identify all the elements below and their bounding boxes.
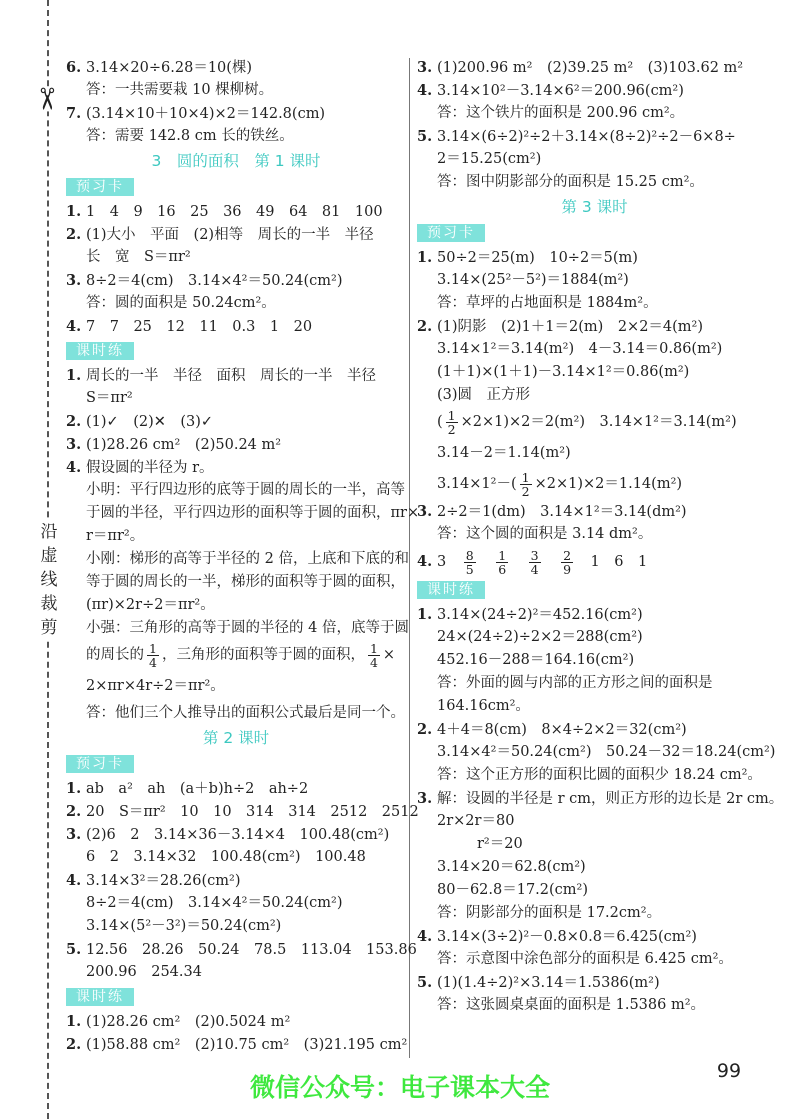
watermark: 微信公众号：电子课本大全 [249,1073,550,1102]
question-number: 3. [66,272,82,289]
answer-text: 第 2 课时 [202,729,270,747]
answer-line [66,1033,406,1056]
question-number: 5. [66,941,82,958]
answer-line [417,994,772,1017]
answer-text: S＝πr² [86,390,133,406]
answer-text: r＝πr²。 [86,528,145,544]
question-number: 4. [417,553,433,570]
answer-text: 12.56 28.26 50.24 78.5 113.04 153.86 [86,942,417,958]
question-number: 5. [417,974,433,991]
answer-text: ( [437,414,443,430]
answer-text: (1)28.26 cm² (2)50.24 m² [86,437,282,453]
fraction-denominator: 2 [447,421,456,437]
answer-line [66,594,406,617]
answer-text: 于圆的半径，平行四边形的面积等于圆的面积，πr× [86,505,420,521]
answer-line [417,856,772,879]
answer-text: 3 [437,554,461,570]
answer-line [66,571,406,594]
answer-line [66,364,406,387]
answer-line [417,384,772,407]
answer-line [66,433,406,456]
answer-text: 答：这个圆的面积是 3.14 dm²。 [437,526,653,542]
cut-instruction: 沿虚线裁剪 [38,520,60,640]
answer-text: 第 3 课时 [561,198,628,216]
answer-text: (3.14×10＋10×4)×2＝142.8(cm) [86,106,326,122]
answer-text: 3.14×(5²－3²)＝50.24(cm²) [86,918,282,934]
answer-line [66,1010,406,1033]
section-tag [66,751,406,777]
answer-text [479,554,494,570]
question-number: 1. [66,203,82,220]
tag-label: 预习卡 [417,224,485,242]
section-heading [66,148,406,174]
answer-text: 3.14×(6÷2)²÷2＋3.14×(8÷2)²÷2－6×8÷ [437,129,736,145]
answer-line [66,102,406,125]
answer-line [66,269,406,292]
answer-line [66,223,406,246]
answer-text: 答：草坪的占地面积是 1884m²。 [437,295,658,311]
question-number: 2. [417,318,433,335]
answer-line [66,671,406,702]
question-number: 2. [66,1036,82,1053]
answer-line [417,741,776,764]
answer-line [66,800,419,823]
fraction-numerator: 1 [149,640,157,656]
question-number: 1. [417,249,433,266]
answer-text: (1)✓ (2)✕ (3)✓ [86,414,214,430]
tag-label: 课时练 [66,342,134,360]
answer-text: 8÷2＝4(cm) 3.14×4²＝50.24(cm²) [86,273,343,289]
answer-text: 答：一共需要栽 10 棵柳树。 [86,82,274,98]
answer-line [66,892,406,915]
answer-text: 3.14×(25²－5²)＝1884(m²) [437,272,629,288]
question-number: 3. [417,790,433,807]
answer-text: (1)28.26 cm² (2)0.5024 m² [86,1014,291,1030]
question-number: 3. [66,826,82,843]
fraction-numerator: 8 [465,547,474,563]
answer-text: 答：这个正方形的面积比圆的面积少 18.24 cm²。 [437,767,762,783]
fraction-denominator: 9 [563,561,572,577]
answer-line [417,469,772,500]
question-number: 4. [417,82,433,99]
question-number: 2. [66,226,82,243]
answer-line [417,833,772,856]
fraction-denominator: 6 [498,561,507,577]
fraction-denominator: 4 [369,654,378,670]
section-heading [417,194,772,220]
answer-text: 长 宽 S＝πr² [86,249,191,265]
answer-text: 50÷2＝25(m) 10÷2＝5(m) [437,250,638,266]
answer-text: 答：这个铁片的面积是 200.96 cm²。 [437,105,685,121]
section-tag [417,577,772,603]
fraction-denominator: 5 [465,561,474,577]
answer-line [417,438,772,469]
answer-line [417,971,772,994]
question-number: 2. [66,803,82,820]
answer-line [417,626,772,649]
answer-text: ×2×1)×2＝2(m²) 3.14×1²＝3.14(m²) [460,414,737,430]
answer-text: 1 4 9 16 25 36 49 64 81 100 [86,204,383,220]
answer-text: 答：需要 142.8 cm 长的铁丝。 [86,128,294,144]
answer-text: 4＋4＝8(cm) 8×4÷2×2＝32(cm²) [437,722,687,738]
fraction [147,642,159,669]
question-number: 2. [417,721,433,738]
answer-text [511,554,526,570]
answer-line [66,869,406,892]
answer-text: 452.16－288＝164.16(cm²) [437,652,635,668]
fraction [529,549,541,576]
answer-line [417,925,772,948]
answer-text: 解：设圆的半径是 r cm，则正方形的边长是 2r cm。 [437,791,784,807]
answer-text: 164.16cm²。 [437,698,530,714]
fraction [368,642,380,669]
question-number: 1. [66,1013,82,1030]
answer-line [417,902,772,925]
answer-text: 答：示意图中涂色部分的面积是 6.425 cm²。 [437,951,733,967]
question-number: 3. [417,503,433,520]
answer-text: 答：他们三个人推导出的面积公式最后是同一个。 [86,705,405,721]
answer-line [417,718,772,741]
answer-text: ，三角形的面积等于圆的面积， [161,647,365,663]
answer-line [66,525,406,548]
section-tag [66,338,406,364]
fraction-denominator: 4 [530,561,539,577]
answer-text: 3.14－2＝1.14(m²) [437,445,571,461]
answer-line [66,200,406,223]
answer-line [417,523,772,546]
tag-label: 课时练 [66,988,134,1006]
answer-line [417,125,772,148]
question-number: 3. [417,59,433,76]
answer-text: 20 S＝πr² 10 10 314 314 2512 2512 [86,804,419,820]
answer-line [66,79,406,102]
answer-text: 答：图中阴影部分的面积是 15.25 cm²。 [437,174,704,190]
question-number: 4. [66,318,82,335]
answer-line [417,695,772,718]
answer-text: 3.14×20＝62.8(cm²) [437,859,586,875]
answer-line [417,79,772,102]
tag-label: 课时练 [417,581,485,599]
answer-text: ×2×1)×2＝1.14(m²) [534,476,683,492]
column-divider [409,58,410,1058]
answer-line [66,777,406,800]
answer-line [417,56,772,79]
answer-text: (1＋1)×(1＋1)－3.14×1²＝0.86(m²) [437,364,690,380]
scissors-icon: ✂ [28,86,64,112]
answer-text: 小强：三角形的高等于圆的半径的 4 倍，底等于圆 [86,620,409,636]
answer-line [66,915,406,938]
answer-line [66,456,406,479]
answer-text: (1)大小 平面 (2)相等 周长的一半 半径 [86,227,374,243]
section-tag [66,984,406,1010]
question-number: 4. [66,872,82,889]
answer-line [417,546,772,577]
answer-text: 周长的一半 半径 面积 周长的一半 半径 [86,368,376,384]
answer-text: 答：这张圆桌桌面的面积是 1.5386 m²。 [437,997,706,1013]
answer-text: (πr)×2r÷2＝πr²。 [86,597,215,613]
question-number: 7. [66,105,82,122]
answer-text: 3.14×(3÷2)²－0.8×0.8＝6.425(cm²) [437,929,697,945]
answer-line [66,125,406,148]
answer-text: 200.96 254.34 [86,964,202,980]
answer-line [417,879,772,902]
fraction [561,549,573,576]
question-number: 4. [66,459,82,476]
answer-text: 3.14×(24÷2)²＝452.16(cm²) [437,607,643,623]
fraction-denominator: 2 [521,483,530,499]
question-number: 1. [417,606,433,623]
answer-text: 3.14×20÷6.28＝10(棵) [86,60,253,76]
answer-line [417,603,772,626]
answer-line [66,617,409,640]
answer-text: 答：圆的面积是 50.24cm²。 [86,295,276,311]
answer-line [66,292,406,315]
fraction [446,409,458,436]
answer-text: 80－62.8＝17.2(cm²) [437,882,589,898]
answer-text: 3.14×3²＝28.26(cm²) [86,873,241,889]
answer-text: 2÷2＝1(dm) 3.14×1²＝3.14(dm²) [437,504,687,520]
question-number: 3. [66,436,82,453]
answer-line [66,246,406,269]
question-number: 6. [66,59,82,76]
answer-line [66,315,406,338]
section-tag [66,174,406,200]
answer-line [417,315,772,338]
question-number: 1. [66,780,82,797]
answer-text: 假设圆的半径为 r。 [86,460,214,476]
answer-text: 小明：平行四边形的底等于圆的周长的一半，高等 [86,482,405,498]
fraction [464,549,476,576]
answer-line [66,548,409,571]
answer-line [417,148,772,171]
answer-line [66,938,417,961]
answer-line [66,702,406,725]
answer-text: 3.14×1²＝3.14(m²) 4－3.14＝0.86(m²) [437,341,723,357]
fraction-numerator: 1 [447,407,456,423]
answer-text: 等于圆的周长的一半，梯形的面积等于圆的面积， [86,574,405,590]
fraction-numerator: 1 [498,547,507,563]
tag-label: 预习卡 [66,178,134,196]
answer-line [417,246,772,269]
answer-text: 1 6 1 [576,554,648,570]
fraction-numerator: 1 [521,469,530,485]
answer-line [66,479,406,502]
tag-label: 预习卡 [66,755,134,773]
answer-text: 3.14×4²＝50.24(cm²) 50.24－32＝18.24(cm²) [437,744,776,760]
fraction-denominator: 4 [149,654,157,670]
page-number: 99 [705,1060,753,1082]
answer-line [417,787,784,810]
question-number: 1. [66,367,82,384]
question-number: 2. [66,413,82,430]
answer-line [66,961,406,984]
answer-text: ab a² ah (a＋b)h÷2 ah÷2 [86,781,309,797]
fraction-numerator: 2 [563,547,572,563]
answer-text: (2)6 2 3.14×36－3.14×4 100.48(cm²) [86,827,390,843]
section-heading [66,725,406,751]
left-column [66,56,420,1056]
answer-text [544,554,559,570]
answer-text: 2r×2r＝80 [437,813,515,829]
answer-text: r²＝20 [477,836,523,852]
answer-line [417,338,772,361]
fraction [520,471,532,498]
right-column [417,56,784,1017]
answer-line [66,410,406,433]
answer-line [417,500,772,523]
answer-line [417,810,772,833]
answer-text: 3.14×10²－3.14×6²＝200.96(cm²) [437,83,684,99]
answer-text: (1)200.96 m² (2)39.25 m² (3)103.62 m² [437,60,744,76]
answer-text: 7 7 25 12 11 0.3 1 20 [86,319,313,335]
answer-line [66,823,406,846]
answer-line [417,102,772,125]
answer-text: 答：阴影部分的面积是 17.2cm²。 [437,905,662,921]
fraction-numerator: 3 [530,547,539,563]
answer-text: 答：外面的圆与内部的正方形之间的面积是 [437,675,713,691]
answer-line [66,846,406,869]
answer-text: 3.14×1²－( [437,476,517,492]
answer-line [66,502,420,525]
answer-text: 2×πr×4r÷2＝πr²。 [86,678,225,694]
answer-text: (1)58.88 cm² (2)10.75 cm² (3)21.195 cm² [86,1037,408,1053]
answer-line [417,649,772,672]
answer-line [417,361,772,384]
answer-line [417,672,772,695]
answer-text: 24×(24÷2)÷2×2＝288(cm²) [437,629,643,645]
answer-text: 6 2 3.14×32 100.48(cm²) 100.48 [86,849,366,865]
fraction-numerator: 1 [369,640,378,656]
answer-text: 8÷2＝4(cm) 3.14×4²＝50.24(cm²) [86,895,343,911]
answer-line [417,948,772,971]
answer-line [417,269,772,292]
answer-text: 的周长的 [86,647,144,663]
answer-text: 3 圆的面积 第 1 课时 [151,152,321,170]
question-number: 5. [417,128,433,145]
answer-line [417,407,772,438]
answer-line [66,640,406,671]
answer-text: (1)(1.4÷2)²×3.14＝1.5386(m²) [437,975,660,991]
answer-text: 2＝15.25(cm²) [437,151,542,167]
answer-line [417,764,772,787]
answer-text: (1)阴影 (2)1＋1＝2(m) 2×2＝4(m²) [437,319,704,335]
section-tag [417,220,772,246]
question-number: 4. [417,928,433,945]
answer-text: 小刚：梯形的高等于半径的 2 倍，上底和下底的和 [86,551,409,567]
answer-line [417,171,772,194]
answer-text: (3)圆 正方形 [437,387,531,403]
answer-line [66,56,406,79]
answer-line [66,387,406,410]
fraction [496,549,508,576]
answer-text: × [382,647,396,663]
answer-line [417,292,772,315]
